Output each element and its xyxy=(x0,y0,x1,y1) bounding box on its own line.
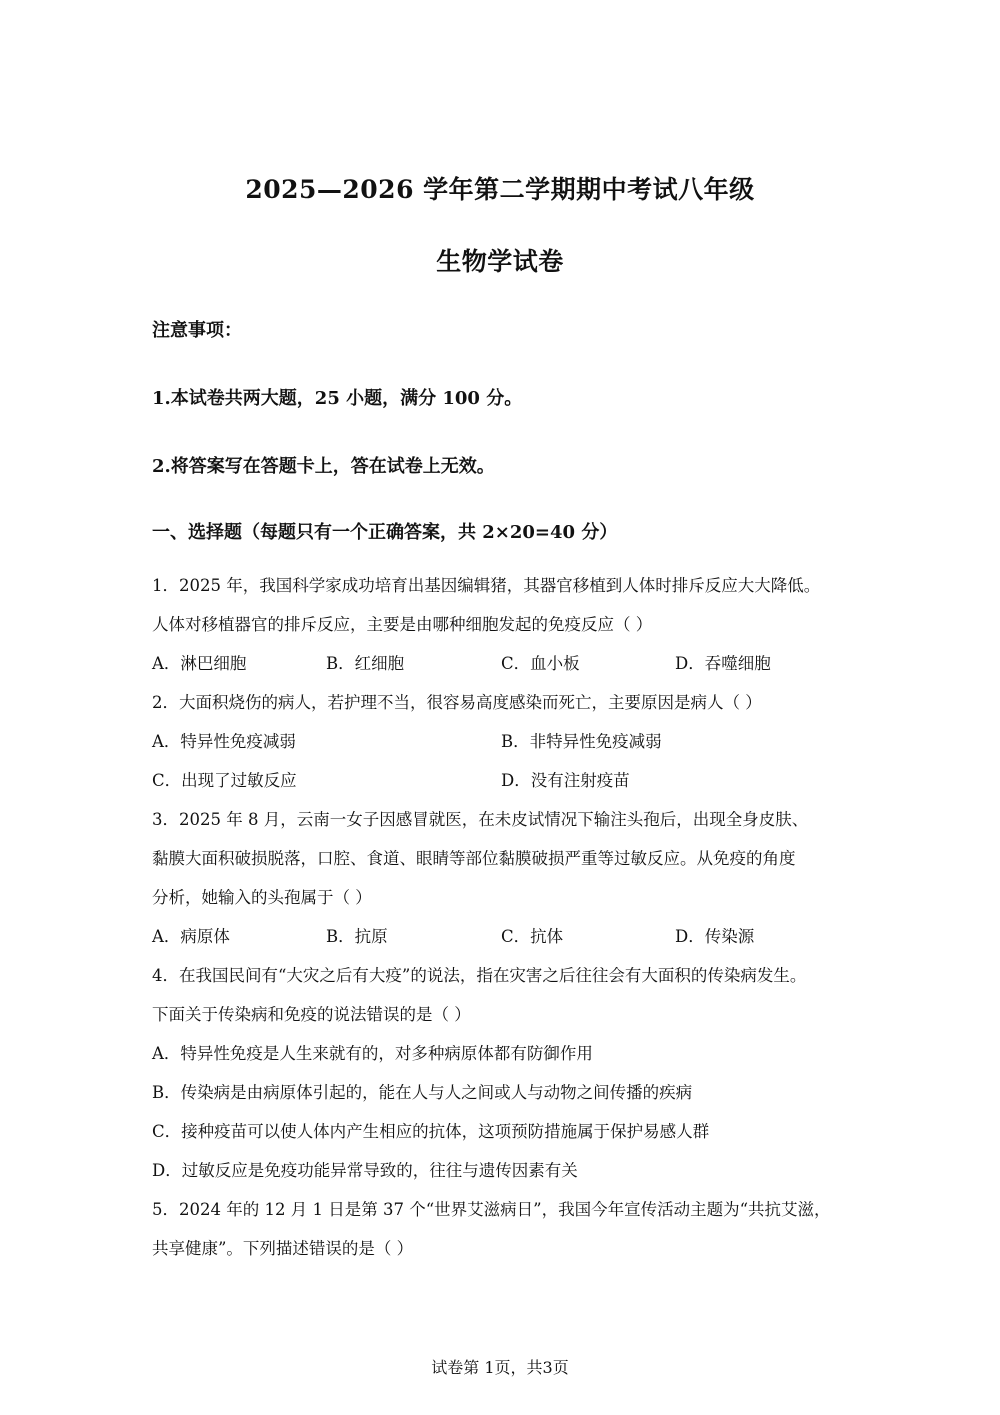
answer-option: B．传染病是由病原体引起的，能在人与人之间或人与动物之间传播的疾病 xyxy=(152,1083,693,1102)
question-text: 3．2025 年 8 月，云南一女子因感冒就医，在未皮试情况下输注头孢后，出现全身皮肤、 xyxy=(152,810,809,829)
question-text: 共享健康”。下列描述错误的是（ ） xyxy=(152,1239,414,1258)
answer-option: A．特异性免疫是人生来就有的，对多种病原体都有防御作用 xyxy=(152,1044,593,1063)
question-text: 分析，她输入的头孢属于（ ） xyxy=(152,888,372,907)
page-footer: 试卷第 1页，共3页 xyxy=(431,1358,569,1377)
answer-option: B．非特异性免疫减弱 xyxy=(501,732,662,751)
answer-option: C．血小板 xyxy=(501,654,580,673)
answer-option: C．接种疫苗可以使人体内产生相应的抗体，这项预防措施属于保护易感人群 xyxy=(152,1122,710,1141)
question-text: 4．在我国民间有“大灾之后有大疫”的说法，指在灾害之后往往会有大面积的传染病发生。 xyxy=(152,966,807,985)
notice-heading: 注意事项： xyxy=(152,320,242,341)
exam-title: 2025—2026 学年第二学期期中考试八年级 xyxy=(245,175,755,204)
answer-option: A．病原体 xyxy=(152,927,230,946)
answer-option: C．抗体 xyxy=(501,927,564,946)
answer-option: D．没有注射疫苗 xyxy=(501,771,630,790)
answer-option: A．淋巴细胞 xyxy=(152,654,247,673)
notice-item: 2.将答案写在答题卡上，答在试卷上无效。 xyxy=(152,456,495,477)
answer-option: B．抗原 xyxy=(326,927,388,946)
section-heading: 一、选择题（每题只有一个正确答案，共 2×20=40 分） xyxy=(152,522,618,543)
answer-option: D．过敏反应是免疫功能异常导致的，往往与遗传因素有关 xyxy=(152,1161,578,1180)
answer-option: C．出现了过敏反应 xyxy=(152,771,297,790)
answer-option: D．传染源 xyxy=(675,927,755,946)
answer-option: D．吞噬细胞 xyxy=(675,654,771,673)
answer-option: B．红细胞 xyxy=(326,654,405,673)
question-text: 人体对移植器官的排斥反应，主要是由哪种细胞发起的免疫反应（ ） xyxy=(152,615,653,634)
question-text: 下面关于传染病和免疫的说法错误的是（ ） xyxy=(152,1005,471,1024)
question-text: 5．2024 年的 12 月 1 日是第 37 个“世界艾滋病日”，我国今年宣传活动主题为“共抗艾滋， xyxy=(152,1200,831,1219)
exam-subtitle: 生物学试卷 xyxy=(436,247,564,276)
question-text: 黏膜大面积破损脱落，口腔、食道、眼睛等部位黏膜破损严重等过敏反应。从免疫的角度 xyxy=(152,849,796,868)
answer-option: A．特异性免疫减弱 xyxy=(152,732,296,751)
question-text: 1．2025 年，我国科学家成功培育出基因编辑猪，其器官移植到人体时排斥反应大大降低。 xyxy=(152,576,821,595)
notice-item: 1.本试卷共两大题，25 小题，满分 100 分。 xyxy=(152,388,523,409)
question-text: 2．大面积烧伤的病人，若护理不当，很容易高度感染而死亡，主要原因是病人（ ） xyxy=(152,693,762,712)
